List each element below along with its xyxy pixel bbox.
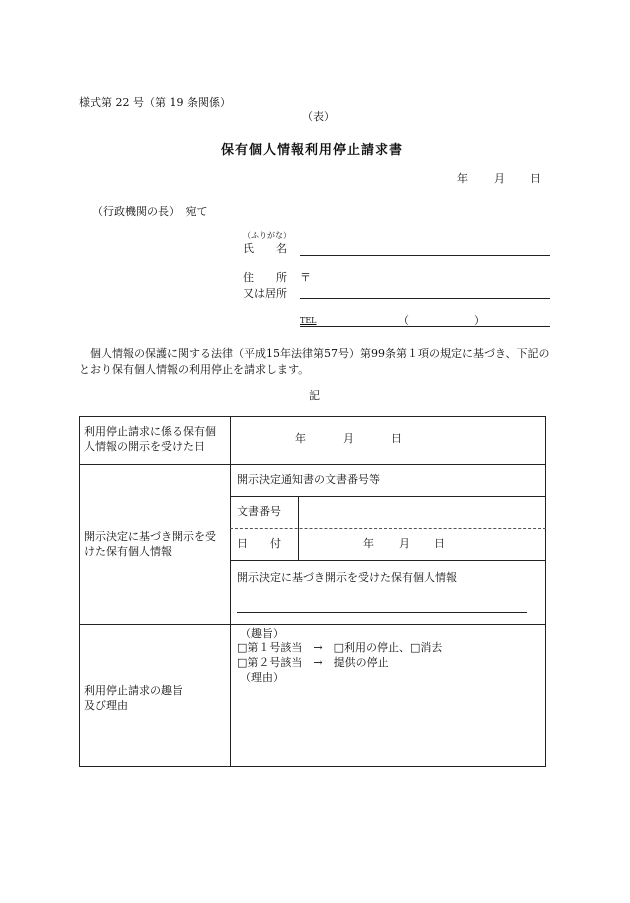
ki-label: 記 <box>309 389 320 402</box>
date-day: 日 <box>530 172 541 185</box>
info-field[interactable] <box>237 612 527 613</box>
date-year: 年 <box>457 172 468 185</box>
notice-label: 開示決定通知書の文書番号等 <box>237 473 380 486</box>
form-number: 様式第 22 号（第 19 条関係） <box>79 96 231 109</box>
tel-field[interactable] <box>300 326 550 327</box>
tel-paren-open: （ <box>398 314 409 327</box>
address-label: 住 所 <box>243 271 287 284</box>
tel-paren-close: ） <box>474 314 485 327</box>
doc-number-field[interactable] <box>304 500 540 524</box>
name-field[interactable] <box>300 255 550 256</box>
reason-label: （理由） <box>240 671 284 684</box>
postal-mark: 〒 <box>300 271 311 284</box>
purpose-option-1[interactable]: □第１号該当 → □利用の停止、□消去 <box>237 641 443 654</box>
request-statement: 個人情報の保護に関する法律（平成15年法律第57号）第99条第１項の規定に基づき、下記のとおり保有個人情報の利用停止を請求します。 <box>79 347 550 376</box>
row2-label: 開示決定に基づき開示を受けた保有個人情報 <box>84 530 216 559</box>
page-title: 保有個人情報利用停止請求書 <box>221 143 404 158</box>
doc-date-month: 月 <box>399 537 410 550</box>
doc-number-label: 文書番号 <box>237 505 281 518</box>
doc-date-label: 日 付 <box>237 537 281 550</box>
row1-day: 日 <box>391 432 402 445</box>
date-month: 月 <box>494 172 505 185</box>
row1-month: 月 <box>343 432 354 445</box>
purpose-label: （趣旨） <box>240 627 284 640</box>
row3-label-line2: 及び理由 <box>84 699 128 712</box>
residence-label: 又は居所 <box>243 287 287 300</box>
row1-label: 利用停止請求に係る保有個人情報の開示を受けた日 <box>84 425 216 454</box>
reason-field[interactable] <box>236 688 540 762</box>
furigana-label: （ふりがな） <box>243 231 291 240</box>
tel-label: TEL <box>300 316 317 325</box>
info-label: 開示決定に基づき開示を受けた保有個人情報 <box>237 571 457 584</box>
addressee: （行政機関の長） 宛て <box>92 205 208 218</box>
doc-date-year: 年 <box>363 537 374 550</box>
row3-label-line1: 利用停止請求の趣旨 <box>84 684 183 697</box>
side-label: （表） <box>302 110 335 123</box>
address-field[interactable] <box>300 298 550 299</box>
doc-date-day: 日 <box>434 537 445 550</box>
row1-year: 年 <box>295 432 306 445</box>
name-label: 氏 名 <box>243 242 287 255</box>
purpose-option-2[interactable]: □第２号該当 → 提供の停止 <box>237 656 389 669</box>
